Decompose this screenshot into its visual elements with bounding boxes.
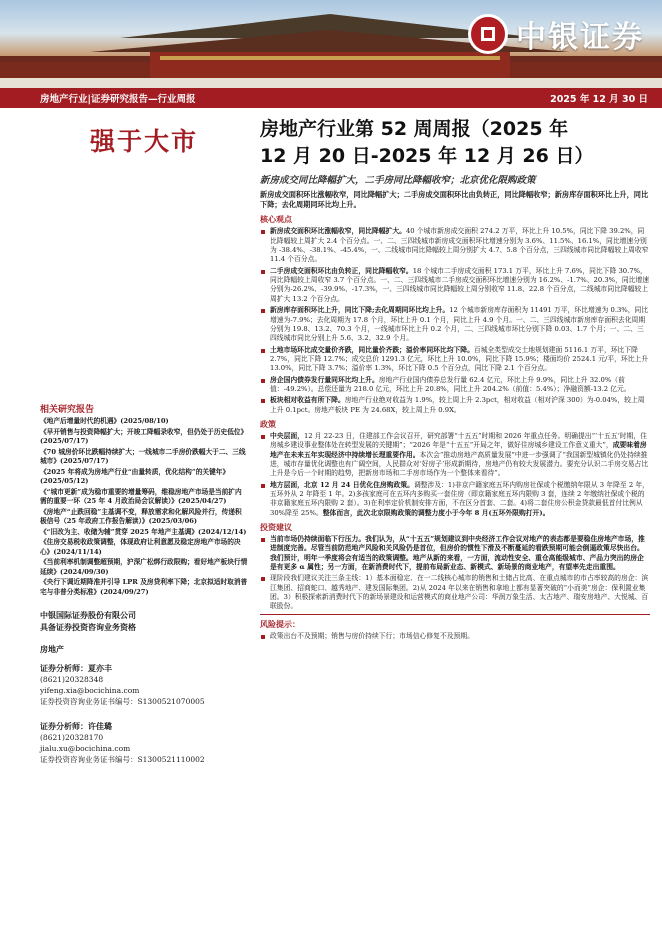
brand-logo — [468, 12, 644, 56]
industry-label: 房地产 — [40, 644, 64, 654]
core-point-text: 18 个城市二手房成交面积 173.1 万平，环比上升 7.6%，同比下降 30.7%，同比降幅较上周收窄 3.7 个百分点。一、二、三四线城市二手房成交面积环比增速分别为 16.2%、-1.7%、20.3%，同比增速分别为-26.2%、-39.9%、-17.3%，一、三四线城市同比降幅较上周分别收窄 11.8、22.8 个百分点，二线城市同比降幅较上周扩大 13.2 个百分点。 — [270, 266, 650, 303]
core-point-lead: 新房库存面积环比上升，同比下降;去化周期同环比均上升。 — [270, 306, 450, 315]
invest-point-lead: 当前市场仍持续面临下行压力。我们认为，从“十五五”规划建议到中央经济工作会议对地产的表态都是要稳住房地产市场，推进制度完善。尽管当前防范地产风险和关风险仍是首位，但房价的惯性下滑及不断蔓延的看跌预期可能会倒逼政策尽快出台。我们预计，明年一季度将会有适当的政策调整。地产从新的来看，一方面，流动性安全、重仓高能级城市、产品力突出的房企是有更多 α 属性；另一方面，在新消费时代下，提前布局新业态、新模式、新场景的商业地产，有望率先走出重围。 — [270, 535, 645, 572]
policy-heading: 政策 — [260, 419, 276, 429]
analyst-name: 证券分析师：夏亦丰 — [40, 663, 112, 673]
invest-point — [260, 535, 650, 572]
title-line-1: 房地产行业第 52 周周报（2025 年 — [260, 118, 569, 140]
page-title — [260, 116, 650, 170]
policy-point-lead: 中央层面， — [270, 431, 304, 440]
policy-point-text: 调整涉及：1)非京户籍家庭五环内购房社保或个税缴纳年限从 3 年降至 2 年，五环外从 2 年降至 1 年。2)多孩家庭可在五环内多购买一套住房（即京籍家庭五环内限购 3 套，连续 2 年缴纳社保或个税的非京籍家庭五环内限购 2 套）。3)在利率定价机制安排方面，不在区分首套、二套。4)将二套住房公积金贷款最低首付比例从 30%降至 25%。 — [270, 480, 649, 517]
analyst-cert: 证券投资咨询业务证书编号：S1300521070005 — [40, 697, 205, 706]
core-point — [260, 396, 650, 415]
org-qualification: 具备证券投资咨询业务资格 — [40, 622, 136, 632]
core-point-text: 房地产行业国内债券总发行量 62.4 亿元，环比上升 9.9%，同比上升 32.0%（前值：-49.2%）。总偿还量为 218.0 亿元，环比上升 20.8%，同比上升 204.2%（前值：5.4%）；净融资额-13.2 亿元。 — [270, 375, 631, 393]
list-item[interactable]: 《房地产“止跌回稳”主基调不变，释放需求和化解风险并行，传递积极信号（25 年政府工作报告解读）》(2025/03/06) — [40, 507, 242, 525]
invest-heading: 投资建议 — [260, 523, 292, 533]
brand-name: 中银证券 — [516, 20, 644, 55]
core-point-text: 12 个城市新房库存面积为 11491 万平，环比增速为 0.3%，同比增速为-7.9%；去化周期为 17.8 个月，环比上升 0.1 个月，同比上升 4.9 个月。一、二、三四线城市新房库存面积去化周期分别为 19.8、13.2、70.3 个月，一线城市环比上升 0.2 个月，二、三四线城市环比分别下降 0.03、1.7 个月；一、二、三四线城市同比分别上升 5.6、3.2、32.9 个月。 — [270, 306, 649, 343]
analyst-cert: 证券投资咨询业务证书编号：S1300521110002 — [40, 755, 205, 764]
list-item[interactable]: 《2025 年将成为房地产行业“由量转质，优化结构”的关键年》(2025/05/12) — [40, 467, 230, 485]
analyst-name: 证券分析师：许佳璐 — [40, 721, 112, 731]
analyst-block — [40, 721, 248, 765]
related-reports-heading: 相关研究报告 — [40, 405, 95, 415]
policy-point-emphasis: 整体而言，此次北京限购政策的调整力度小于今年 8 月(五环外限购打开)。 — [322, 508, 550, 517]
policy-point — [260, 432, 650, 479]
core-point — [260, 267, 650, 304]
core-point-lead: 二手房成交面积环比由负转正，同比降幅收窄。 — [270, 266, 413, 275]
list-item[interactable]: 《当前利率机制调整超预期，沪深广松绑行政限购；看好地产板块行情延续》(2024/09/30) — [40, 558, 248, 576]
policy-point-lead: 地方层面，北京 12 月 24 日优化住房购政策。 — [270, 480, 414, 489]
report-date: 2025 年 12 月 30 日 — [550, 94, 648, 105]
core-point-lead: 房企国内债券发行量同环比均上升。 — [270, 375, 379, 384]
core-point-lead: 板块相对收益有所下降。 — [270, 396, 345, 405]
list-item[interactable]: 《地产后增量时代的机遇》(2025/08/10) — [40, 417, 169, 425]
report-category: 房地产行业|证券研究报告—行业周报 — [40, 94, 196, 105]
list-item[interactable]: 《早开销售与投资降幅扩大；开竣工降幅录收窄，但仍处于历史低位》(2025/07/17) — [40, 427, 248, 445]
invest-point-text: 现阶段我们建议关注三条主线：1）基本面稳定、在一二线核心城市的销售和土储占比高、在重点城市的市占率较高的房企：滨江集团、招商蛇口、越秀地产、建发国际集团。2)从 2024 年以来在销售和拿地上都有显著突破的“小而美”房企：保利置业集团。3）积极探索新消费时代下的新场景建设和运营模式的商业地产公司：华润万象生活、太古地产、瑞安房地产、大悦城、百联股份。 — [270, 574, 649, 611]
policy-point-emphasis: 成要味着房地产在未来五年实现经济中持续增长理重要作用。 — [270, 441, 647, 459]
invest-point — [260, 574, 650, 611]
core-point-lead: 土地市场环比成交量价齐跌，同比量价齐跌；溢价率同环比均下降。 — [270, 345, 474, 354]
policy-point-text: 12 月 22-23 日，住建部工作会议召开，研究部署“十五五”时期和 2026 年重点任务。明确提出“‘十五五’时期，住房城乡建设事业整体处在转型发展的关键期”；“2026 年是“十五五”开局之年，做好住房城乡建设工作意义重大”， — [270, 431, 647, 450]
list-item[interactable]: 《“旧改为主、收储为辅”贯穿 2025 年地产主基调》(2024/12/14) — [40, 527, 247, 536]
core-point — [260, 346, 650, 374]
org-info — [40, 609, 248, 655]
policy-point-text: 本次会“推动房地产高质量发展”中进一步强调了“我国新型城镇化仍处持续推进，城市存量优化调整也有广阔空间，人民群众对‘好房子’形成新期待，房地产仍有较大发展潜力。要充分认识二手房交易占比上升是今后一个时期的趋势，把新房市场和二手房市场作为一个整体来看待”。 — [270, 450, 649, 478]
list-item[interactable]: 《住房交易税收政策调整，体现政府让利意愿及稳定房地产市场的决心》(2024/11/14) — [40, 538, 241, 556]
lead-summary: 新房成交面积环比涨幅收窄，同比降幅扩大；二手房成交面积环比由负转正，同比降幅收窄；新房库存面积环比上升，同比下降；去化周期同环比均上升。 — [260, 190, 649, 210]
list-item[interactable]: 《70 城房价环比跌幅持续扩大；一线城市二手房价跌幅大于二、三线城市》(2025/07/17) — [40, 447, 246, 465]
core-heading: 核心观点 — [260, 215, 292, 225]
header-banner — [0, 0, 662, 88]
analyst-block — [40, 663, 248, 707]
org-name: 中银国际证券股份有限公司 — [40, 610, 136, 620]
analyst-email[interactable]: yifeng.xia@bocichina.com — [40, 686, 140, 695]
core-point-text: 40 个城市新房成交面积 274.2 万平，环比上升 10.5%，同比下降 39.2%，同比降幅较上周扩大 2.4 个百分点。一、二、三四线城市新房成交面积环比增速分别为 3.6%、11.5%、16.1%，同比增速分别为 -38.4%、-38.1%、-45.4%，一、二线城市同比降幅较上周分别扩大 4.7、5.8 个百分点，三四线城市同比降幅较上周收窄 11.4 个百分点。 — [270, 227, 649, 264]
analyst-phone: (8621)20328348 — [40, 675, 104, 684]
list-item[interactable]: 《“城市更新”成为稳市重要的增量筹码，维稳房地产市场是当前扩内需的重要一环（25 年 4 月政治局会议解读）》(2025/04/27) — [40, 487, 242, 505]
rating-title: 强于大市 — [89, 127, 198, 156]
sidebar — [40, 116, 248, 765]
boc-logo-icon — [468, 14, 508, 54]
core-point — [260, 227, 650, 264]
header-bar — [0, 88, 662, 108]
core-point-text: 房地产行业绝对收益为 1.9%，较上周上升 2.3pct，相对收益（相对沪深 300）为-0.04%，较上周上升 0.1pct。房地产板块 PE 为 24.68X，较上周上升 0.9X。 — [270, 396, 645, 414]
main-content — [260, 116, 650, 641]
related-reports-list — [40, 417, 248, 597]
risk-heading: 风险提示： — [260, 619, 300, 629]
page-subtitle: 新房成交同比降幅扩大，二手房同比降幅收窄；北京优化限购政策 — [260, 175, 536, 186]
core-point — [260, 376, 650, 395]
policy-point — [260, 481, 650, 518]
core-point-text: 百城全类型成交土地规划建面 5116.1 万平，环比下降 2.7%，同比下降 12.7%；成交总价 1291.3 亿元，环比上升 10.0%，同比下降 15.9%；楼面均价 2524.1 元/平，环比上升 13.0%，同比下降 3.7%；溢价率 1.3%，环比下降 0.5 个百分点，同比下降 2.1 个百分点。 — [270, 345, 649, 373]
analyst-email[interactable]: jialu.xu@bocichina.com — [40, 744, 131, 753]
analyst-phone: (8621)20328170 — [40, 733, 104, 742]
title-line-2: 12 月 20 日-2025 年 12 月 26 日） — [260, 145, 594, 167]
core-point-lead: 新房成交面积环比涨幅收窄，同比降幅扩大。 — [270, 227, 406, 236]
list-item[interactable]: 《央行下调近期降准并引导 LPR 及房贷利率下降；北京拟适时取消普宅与非普分类标准》(2024/09/27) — [40, 578, 248, 596]
risk-point: 政策出台不及预期；销售与房价持续下行；市场信心修复不及预期。 — [260, 632, 650, 641]
core-point — [260, 306, 650, 343]
divider — [260, 614, 650, 615]
